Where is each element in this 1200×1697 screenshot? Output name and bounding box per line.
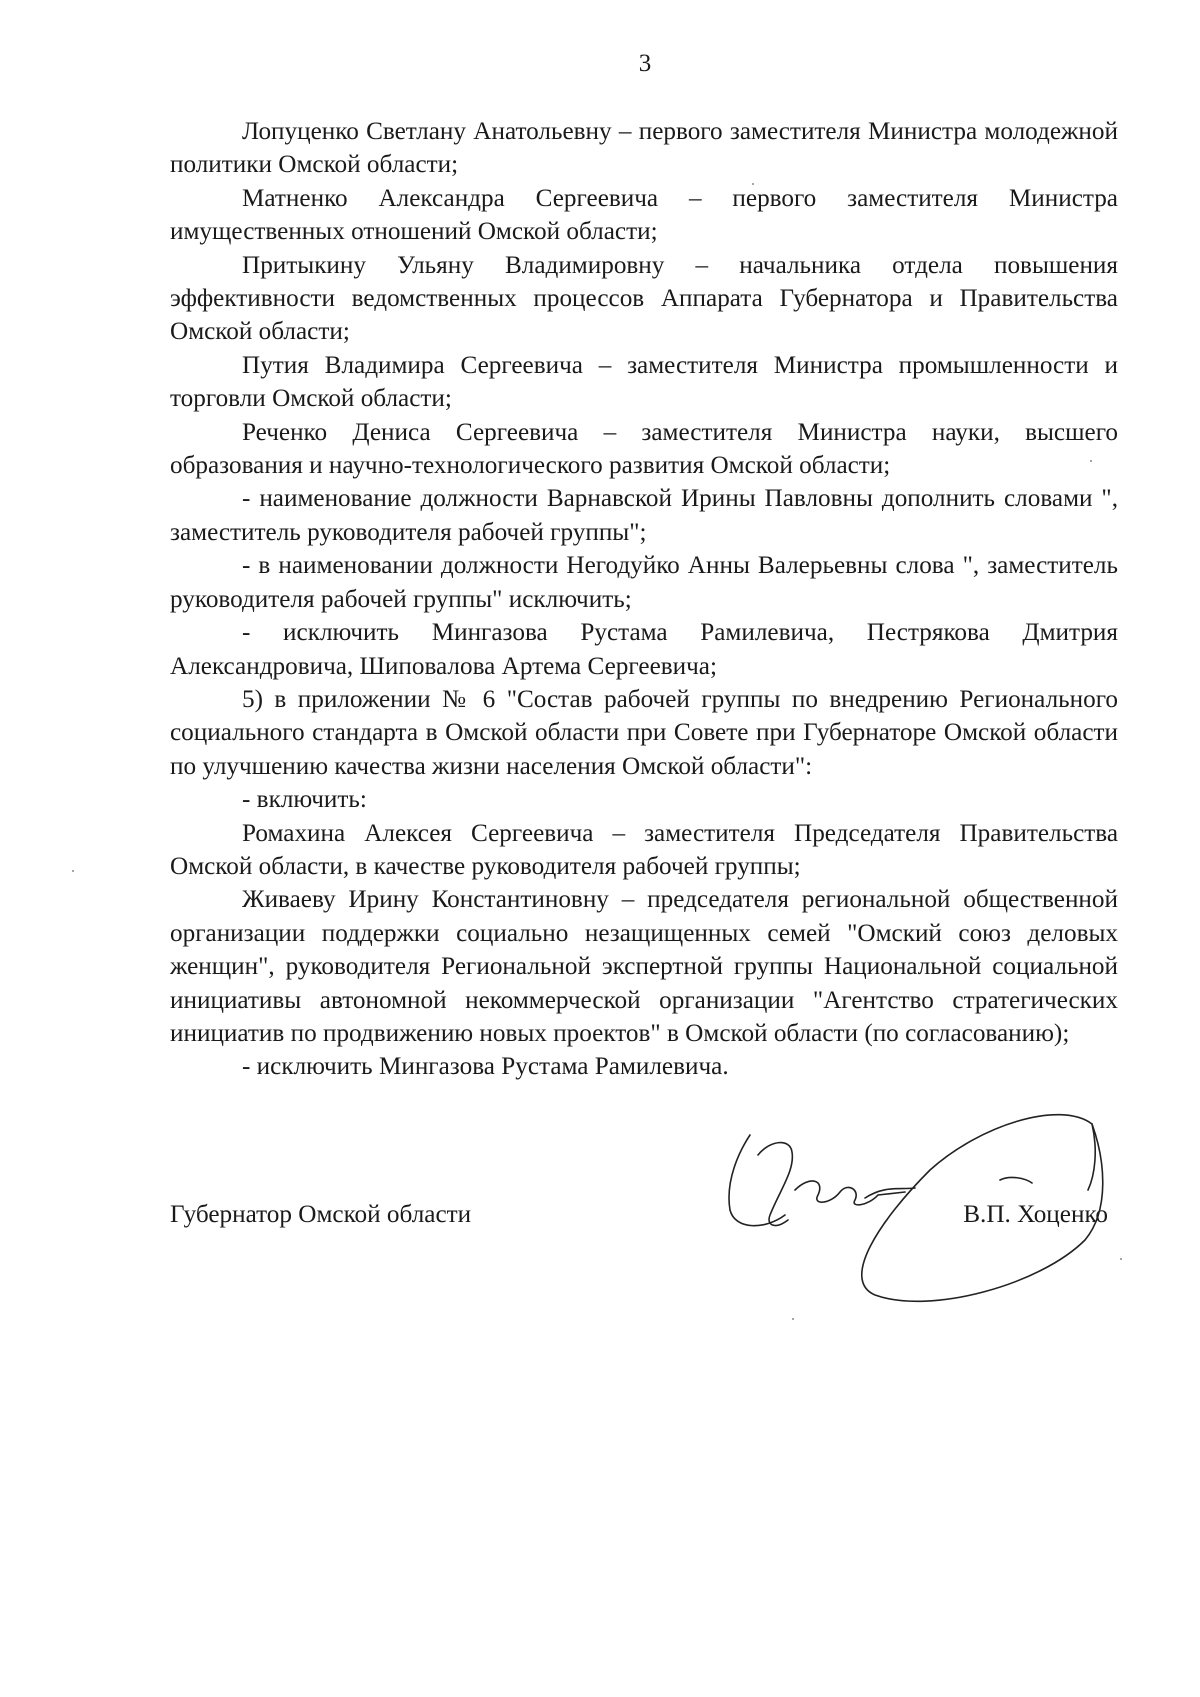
scan-speck: [72, 870, 74, 872]
signatory-title: Губернатор Омской области: [170, 1201, 472, 1228]
scan-speck: [792, 1318, 794, 1320]
scan-speck: [1120, 1258, 1122, 1260]
paragraph-pritykina: Притыкину Ульяну Владимировну – начальника отдела повышения эффективности ведомственных процессов Аппарата Губернатора и Правительства Омской области;: [170, 251, 1118, 346]
paragraph-rechenko: Реченко Дениса Сергеевича – заместителя Министра науки, высшего образования и научно-технологического развития Омской области;: [170, 418, 1118, 480]
document-body: [170, 115, 1118, 1084]
paragraph-romakhin: Ромахина Алексея Сергеевича – заместителя Председателя Правительства Омской области, в качестве руководителя рабочей группы;: [170, 819, 1118, 880]
paragraph-exclude-list: - исключить Мингазова Рустама Рамилевича, Пестрякова Дмитрия Александровича, Шиповалова Артема Сергеевича;: [170, 619, 1118, 680]
scan-speck: [752, 183, 754, 185]
paragraph-zhivaeva: Живаеву Ирину Константиновну – председателя региональной общественной организации поддержки социально незащищенных семей "Омский союз деловых женщин", руководителя Региональной экспертной группы Национальной социальной инициативы автономной некоммерческой организации "Агентство стратегических инициатив по продвижению новых проектов" в Омской области (по согласованию);: [170, 886, 1118, 1047]
paragraph-varnavskaya: - наименование должности Варнавской Ирины Павловны дополнить словами ", заместитель руководителя рабочей группы";: [170, 485, 1118, 546]
paragraph-putiya: Путия Владимира Сергеевича – заместителя Министра промышленности и торговли Омской области;: [170, 351, 1118, 413]
paragraph-negoduiko: - в наименовании должности Негодуйко Анны Валерьевны слова ", заместитель руководителя рабочей группы" исключить;: [170, 552, 1118, 613]
paragraph-exclude-mingazov: - исключить Мингазова Рустама Рамилевича.: [242, 1053, 729, 1081]
paragraph-include: - включить:: [242, 786, 367, 814]
paragraph-matnenko: Матненко Александра Сергеевича – первого заместителя Министра имущественных отношений Омской области;: [170, 184, 1118, 246]
scan-speck: [1090, 460, 1092, 462]
paragraph-appendix-6: 5) в приложении № 6 "Состав рабочей группы по внедрению Регионального социального стандарта в Омской области при Совете при Губернаторе Омской области по улучшению качества жизни населения Омской области":: [170, 685, 1118, 780]
paragraph-lopucenko: Лопуценко Светлану Анатольевну – первого заместителя Министра молодежной политики Омской области;: [170, 118, 1118, 179]
signatory-name: В.П. Хоценко: [963, 1201, 1108, 1228]
page-number: 3: [638, 50, 652, 77]
handwritten-signature-icon: [700, 1080, 1120, 1310]
